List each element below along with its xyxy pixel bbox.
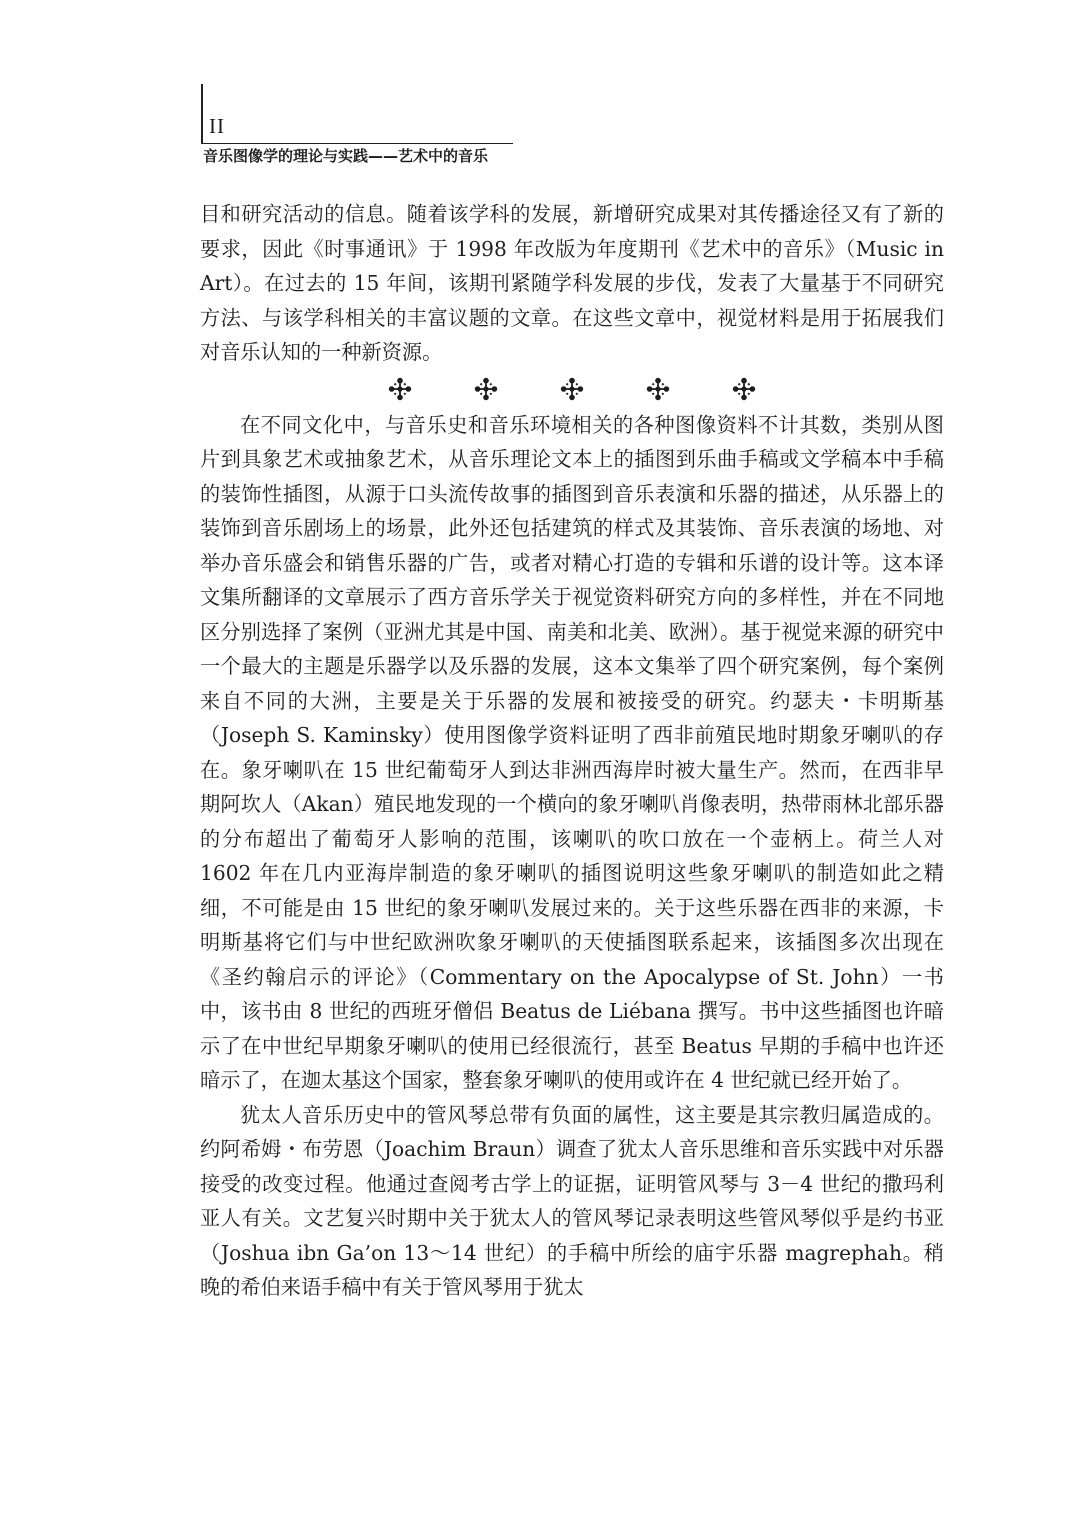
header-vertical-rule [201,84,203,144]
cross-fleuron-ornament-icon [560,377,584,401]
running-title: 音乐图像学的理论与实践——艺术中的音乐 [203,147,489,165]
section-break-ornaments [200,370,944,408]
cross-fleuron-ornament-icon [646,377,670,401]
paragraph-3: 犹太人音乐历史中的管风琴总带有负面的属性，这主要是其宗教归属造成的。约阿希姆・布劳恩（Joachim Braun）调查了犹太人音乐思维和音乐实践中对乐器接受的改变过程。他通过查阅考古学上的证据，证明管风琴与 3－4 世纪的撒玛利亚人有关。文艺复兴时期中关于犹太人的管风琴记录表明这些管风琴似乎是约书亚（Joshua ibn Ga’on 13～14 世纪）的手稿中所绘的庙宇乐器 magrephah。稍晚的希伯来语手稿中有关于管风琴用于犹太 [200,1102,944,1299]
cross-fleuron-ornament-icon [732,377,756,401]
cross-fleuron-ornament-icon [474,377,498,401]
header-horizontal-rule [201,143,513,144]
page-number: II [209,114,225,138]
page-header [201,84,513,166]
body-text [200,197,944,1305]
cross-fleuron-ornament-icon [388,377,412,401]
paragraph-2: 在不同文化中，与音乐史和音乐环境相关的各种图像资料不计其数，类别从图片到具象艺术或抽象艺术，从音乐理论文本上的插图到乐曲手稿或文学稿本中手稿的装饰性插图，从源于口头流传故事的插图到音乐表演和乐器的描述，从乐器上的装饰到音乐剧场上的场景，此外还包括建筑的样式及其装饰、音乐表演的场地、对举办音乐盛会和销售乐器的广告，或者对精心打造的专辑和乐谱的设计等。这本译文集所翻译的文章展示了西方音乐学关于视觉资料研究方向的多样性，并在不同地区分别选择了案例（亚洲尤其是中国、南美和北美、欧洲）。基于视觉来源的研究中一个最大的主题是乐器学以及乐器的发展，这本文集举了四个研究案例，每个案例来自不同的大洲，主要是关于乐器的发展和被接受的研究。约瑟夫・卡明斯基（Joseph S. Kaminsky）使用图像学资料证明了西非前殖民地时期象牙喇叭的存在。象牙喇叭在 15 世纪葡萄牙人到达非洲西海岸时被大量生产。然而，在西非早期阿坎人（Akan）殖民地发现的一个横向的象牙喇叭肖像表明，热带雨林北部乐器的分布超出了葡萄牙人影响的范围，该喇叭的吹口放在一个壶柄上。荷兰人对 1602 年在几内亚海岸制造的象牙喇叭的插图说明这些象牙喇叭的制造如此之精细，不可能是由 15 世纪的象牙喇叭发展过来的。关于这些乐器在西非的来源，卡明斯基将它们与中世纪欧洲吹象牙喇叭的天使插图联系起来，该插图多次出现在《圣约翰启示的评论》（Commentary on the Apocalypse of St. John）一书中，该书由 8 世纪的西班牙僧侣 Beatus de Liébana 撰写。书中这些插图也许暗示了在中世纪早期象牙喇叭的使用已经很流行，甚至 Beatus 早期的手稿中也许还暗示了，在迦太基这个国家，整套象牙喇叭的使用或许在 4 世纪就已经开始了。 [200,412,944,1092]
paragraph-1: 目和研究活动的信息。随着该学科的发展，新增研究成果对其传播途径又有了新的要求，因此《时事通讯》于 1998 年改版为年度期刊《艺术中的音乐》（Music in Art）。在过去的 15 年间，该期刊紧随学科发展的步伐，发表了大量基于不同研究方法、与该学科相关的丰富议题的文章。在这些文章中，视觉材料是用于拓展我们对音乐认知的一种新资源。 [200,202,944,364]
